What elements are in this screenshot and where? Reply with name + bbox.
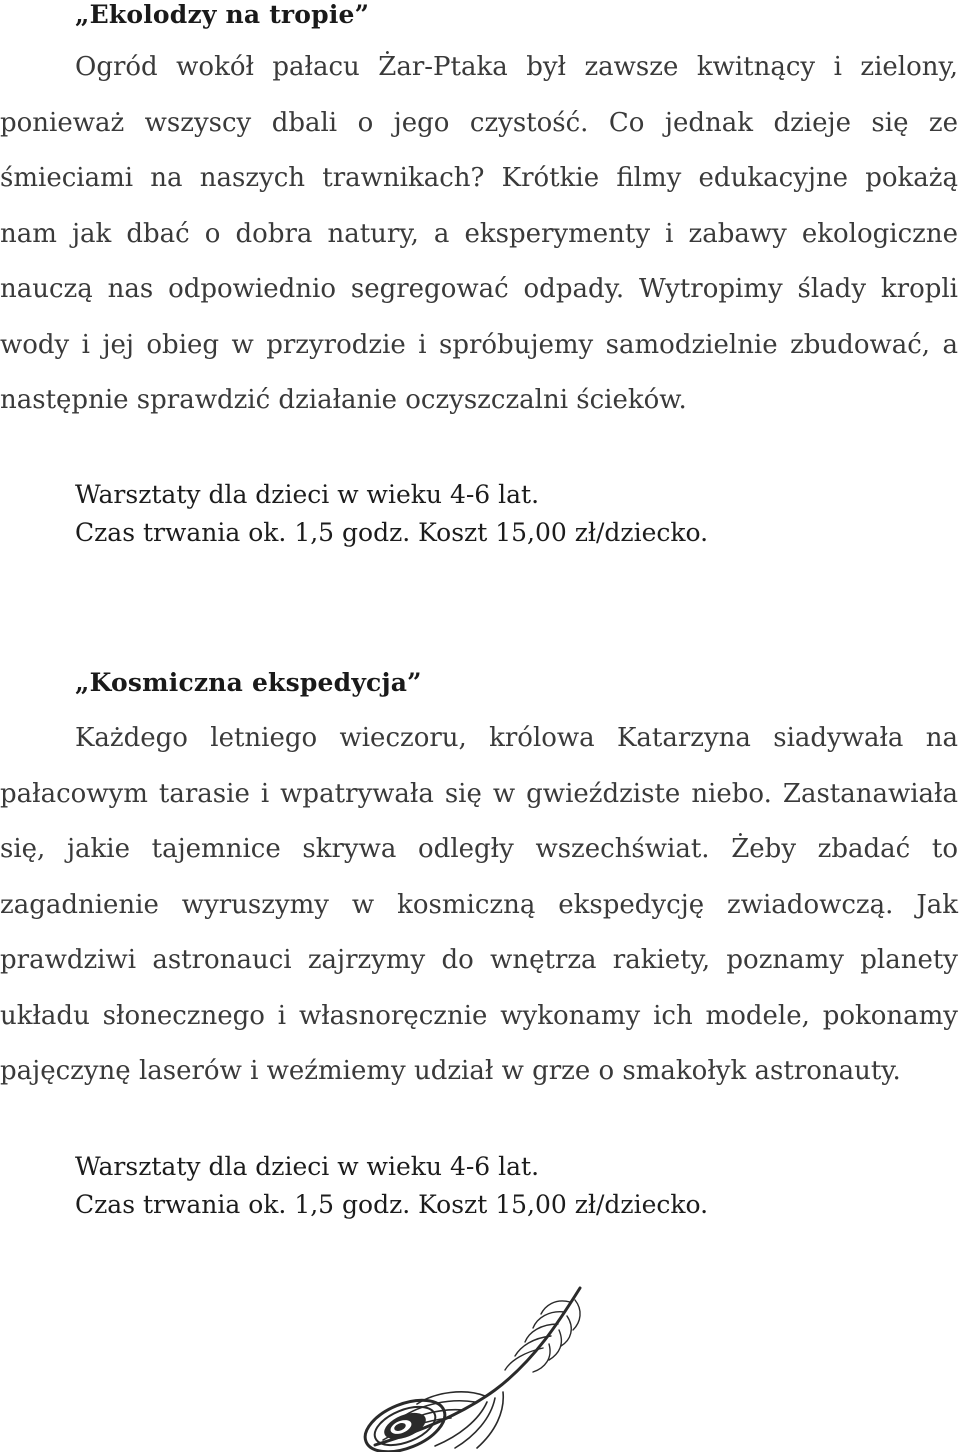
section-body-kosmiczna: Każdego letniego wieczoru, królowa Katarzyna siadywała na pałacowym tarasie i wpatrywała się w gwieździste niebo. Zastanawiała się, jakie tajemnice skrywa odległy wszechświat. Żeby zbadać to zagadnienie wyruszymy w kosmiczną ekspedycję zwiadowczą. Jak prawdziwi astronauci zajrzymy do wnętrza rakiety, poznamy planety układu słonecznego i własnoręcznie wykonamy ich modele, pokonamy pajęczynę laserów i weźmiemy udział w grze o smakołyk astronauty. bbox=[0, 723, 958, 1086]
peacock-feather-icon bbox=[355, 1280, 595, 1452]
section-info-kosmiczna bbox=[75, 1148, 708, 1224]
info-age: Warsztaty dla dzieci w wieku 4-6 lat. bbox=[75, 1152, 540, 1181]
section-info-ekolodzy bbox=[75, 476, 708, 552]
info-duration-cost: Czas trwania ok. 1,5 godz. Koszt 15,00 zł/dziecko. bbox=[75, 1190, 709, 1219]
section-title-ekolodzy: „Ekolodzy na tropie” bbox=[75, 0, 370, 29]
section-title-kosmiczna: „Kosmiczna ekspedycja” bbox=[75, 668, 422, 697]
info-age: Warsztaty dla dzieci w wieku 4-6 lat. bbox=[75, 480, 540, 509]
info-duration-cost: Czas trwania ok. 1,5 godz. Koszt 15,00 zł/dziecko. bbox=[75, 518, 709, 547]
section-body-ekolodzy: Ogród wokół pałacu Żar-Ptaka był zawsze kwitnący i zielony, ponieważ wszyscy dbali o jego czystość. Co jednak dzieje się ze śmieciami na naszych trawnikach? Krótkie filmy edukacyjne pokażą nam jak dbać o dobra natury, a eksperymenty i zabawy ekologiczne nauczą nas odpowiednio segregować odpady. Wytropimy ślady kropli wody i jej obieg w przyrodzie i spróbujemy samodzielnie zbudować, a następnie sprawdzić działanie oczyszczalni ścieków. bbox=[0, 52, 958, 415]
